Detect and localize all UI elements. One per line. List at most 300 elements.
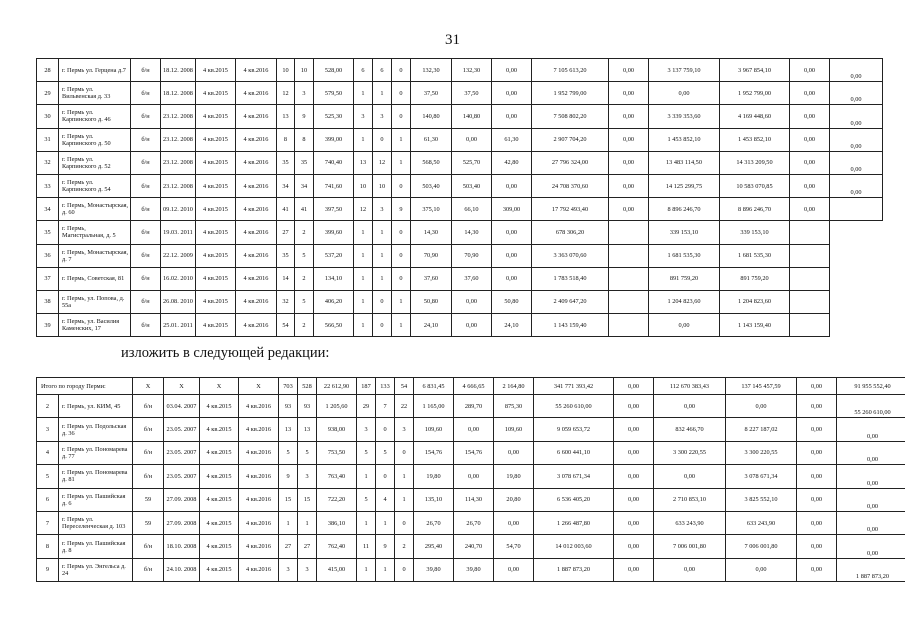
table-cell: 722,20 [317,488,357,511]
table-cell: 10 [373,174,392,197]
table-cell: 0,00 [837,465,905,488]
table-cell: г. Пермь ул. Герцена д.7 [59,59,131,82]
table-cell: 1 [373,244,392,267]
table-cell: 4 кв.2016 [239,488,279,511]
table-cell: 1 266 487,80 [534,511,614,534]
table-cell: 4 кв.2015 [200,418,239,441]
table-cell: 1 [373,267,392,290]
table-cell: 1 [392,151,411,174]
table-row [37,105,883,128]
table-cell: X [164,378,200,395]
table-cell: 0,00 [614,535,654,558]
table-cell: г. Пермь ул. Вильвенская д. 33 [59,82,131,105]
table-cell: 4 кв.2016 [239,418,279,441]
table-cell: 399,00 [314,128,354,151]
table-cell: 9 059 653,72 [534,418,614,441]
table-cell: 633 243,90 [726,511,797,534]
table-cell: 1 453 852,10 [649,128,720,151]
table-cell: 406,20 [314,290,354,313]
table-cell: 3 300 220,55 [654,441,726,464]
table-cell: 309,00 [492,198,532,221]
table-cell: 55 260 610,00 [534,395,614,418]
table-cell: 7 006 001,80 [726,535,797,558]
table-cell: 2 409 647,20 [532,290,609,313]
table-cell: 34 [295,174,314,197]
table-cell: 0,00 [492,82,532,105]
table-cell: 4 кв.2016 [236,198,277,221]
table-cell: 3 [373,198,392,221]
table-cell: 763,40 [317,465,357,488]
table-cell: б/н [131,198,161,221]
table-cell: 1 [392,314,411,337]
table-cell: 4 кв.2015 [196,128,236,151]
table-cell: г. Пермь, Монастырская, д. 60 [59,198,131,221]
table-cell: б/н [133,418,164,441]
table-cell: 23.12. 2008 [161,174,196,197]
table-cell: 36 [37,244,59,267]
table-cell: 0,00 [609,82,649,105]
table-cell: 13 483 114,50 [649,151,720,174]
table-cell: 0,00 [649,314,720,337]
table-cell: 3 339 353,60 [649,105,720,128]
table-row [37,558,905,581]
table-cell: 26,70 [454,511,494,534]
table-cell: 35 [295,151,314,174]
table-cell: г. Пермь, Монастырская, д. 7 [59,244,131,267]
table-cell: 18.10. 2008 [164,535,200,558]
table-cell: 0 [395,441,414,464]
table-cell: 9 [37,558,59,581]
table-cell: г. Пермь ул. Пономарева д. 77 [59,441,133,464]
table-cell: 528,00 [314,59,354,82]
table-cell: 0,00 [494,558,534,581]
table-cell: 341 771 393,42 [534,378,614,395]
table-cell: 1 952 799,00 [720,82,790,105]
table-cell: 34 [277,174,295,197]
table-cell: 4 кв.2016 [236,267,277,290]
table-row [37,198,883,221]
table-cell: 14 [277,267,295,290]
table-row [37,59,883,82]
table-cell: г. Пермь ул. Пономарева д. 81 [59,465,133,488]
table-cell: 503,40 [452,174,492,197]
table-cell: 0,00 [837,441,905,464]
table-cell: 1 681 535,30 [649,244,720,267]
table-row [37,221,883,244]
table-cell: 4 кв.2015 [196,267,236,290]
table-cell: 0 [392,59,411,82]
table-cell: 10 [354,174,373,197]
table-cell: 37,60 [452,267,492,290]
table-cell: 54,70 [494,535,534,558]
table-cell [790,314,830,337]
table-cell: 12 [373,151,392,174]
table-cell: 66,10 [452,198,492,221]
table-cell: 289,70 [454,395,494,418]
table-cell: 0,00 [454,418,494,441]
table-cell: 0,00 [797,441,837,464]
table-cell: 27 [277,221,295,244]
housing-table-top [36,58,883,337]
table-cell: 5 [376,441,395,464]
table-cell: 8 896 246,70 [720,198,790,221]
table-cell: 4 кв.2015 [200,441,239,464]
table-cell: 4 кв.2016 [236,82,277,105]
table-row [37,395,905,418]
table-cell: 114,30 [454,488,494,511]
table-cell: 3 300 220,55 [726,441,797,464]
table-cell [830,267,883,290]
table-cell: 579,50 [314,82,354,105]
table-cell: 3 [354,105,373,128]
table-cell: 7 508 802,20 [532,105,609,128]
table-cell: 37,50 [452,82,492,105]
table-cell: 0,00 [492,244,532,267]
table-cell: 132,30 [411,59,452,82]
table-cell: 30 [37,105,59,128]
table-cell: 14 313 209,50 [720,151,790,174]
table-cell: 4 кв.2015 [200,395,239,418]
table-cell: г. Пермь ул. Переселенческая д. 103 [59,511,133,534]
table-cell: б/н [131,314,161,337]
table-cell: 0,00 [614,378,654,395]
table-cell: 0,00 [797,511,837,534]
table-cell: 2 [295,221,314,244]
table-cell: 8 896 246,70 [649,198,720,221]
table-cell: 0,00 [452,314,492,337]
table-cell: б/н [133,465,164,488]
table-row [37,290,883,313]
table-cell: 20,80 [494,488,534,511]
table-cell: 4 кв.2015 [196,221,236,244]
table-cell: 93 [298,395,317,418]
table-cell: 0,00 [452,128,492,151]
table-cell: 4 кв.2015 [200,488,239,511]
table-cell: 1 204 823,60 [720,290,790,313]
table-cell: 6 536 405,20 [534,488,614,511]
table-cell: 13 [298,418,317,441]
table-cell: 6 [373,59,392,82]
table-cell: 19,80 [414,465,454,488]
table-cell: 134,10 [314,267,354,290]
table-cell: 0,00 [494,511,534,534]
table-cell: 13 [277,105,295,128]
table-cell: 6 600 441,10 [534,441,614,464]
table-cell: 0,00 [726,558,797,581]
table-cell: 4 кв.2016 [239,511,279,534]
table-cell: 9 [295,105,314,128]
table-cell: 0,00 [790,198,830,221]
table-cell: 1 887 873,20 [837,558,905,581]
table-cell: 1 [376,558,395,581]
table-cell: г. Пермь, Советская, 81 [59,267,131,290]
table-cell: 0,00 [830,59,883,82]
table-cell: 1 [357,558,376,581]
table-cell: 15 [298,488,317,511]
table-cell: 4 кв.2015 [200,535,239,558]
page-number: 31 [445,32,460,48]
table-cell: 93 [279,395,298,418]
table-cell: б/н [133,395,164,418]
table-cell [830,198,883,221]
table-cell: 23.05. 2007 [164,418,200,441]
table-cell: 0 [392,105,411,128]
table-cell: 339 153,10 [720,221,790,244]
table-cell: 0,00 [830,174,883,197]
table-cell: 0,00 [797,558,837,581]
table-cell: 295,40 [414,535,454,558]
table-cell: 8 227 187,02 [726,418,797,441]
table-cell: б/н [131,82,161,105]
table-cell: г. Пермь ул. Карпинского д. 54 [59,174,131,197]
table-cell: 8 [295,128,314,151]
table-cell: 4 кв.2015 [200,465,239,488]
table-cell: 5 [357,488,376,511]
table-cell: 154,76 [454,441,494,464]
table-cell: 41 [295,198,314,221]
table-cell: 386,10 [317,511,357,534]
table-cell: г. Пермь ул. Подольская д. 36 [59,418,133,441]
table-cell: 0,00 [790,105,830,128]
table-cell: 0 [392,174,411,197]
table-cell: 566,50 [314,314,354,337]
table-cell: 7 006 001,80 [654,535,726,558]
table-cell: 0,00 [492,267,532,290]
table-cell: 4 кв.2016 [239,465,279,488]
table-cell: 39 [37,314,59,337]
table-cell: 0,00 [609,105,649,128]
table-cell [609,221,649,244]
table-cell: 3 078 671,34 [726,465,797,488]
table-cell: б/н [133,535,164,558]
table-cell: б/н [131,290,161,313]
table-cell: 5 [357,441,376,464]
table-cell: 1 165,00 [414,395,454,418]
table-cell: 0,00 [797,488,837,511]
table-cell [790,221,830,244]
table-cell: 0,00 [454,465,494,488]
table-cell: 2 710 853,10 [654,488,726,511]
table-cell: 24,10 [411,314,452,337]
table-cell: 55 260 610,00 [837,395,905,418]
table-cell: 59 [133,511,164,534]
table-cell: 35 [277,244,295,267]
table-cell: 0,00 [492,174,532,197]
table-cell: 18.12. 2008 [161,82,196,105]
table-cell: 39,80 [454,558,494,581]
table-cell: 27 [298,535,317,558]
table-cell: 4 кв.2015 [196,198,236,221]
table-cell: 27 796 324,00 [532,151,609,174]
table-cell: 375,10 [411,198,452,221]
table-cell: 4 кв.2015 [196,151,236,174]
table-cell: б/н [131,267,161,290]
table-cell: 13 [354,151,373,174]
table-cell: 0,00 [797,395,837,418]
table-cell: 0 [373,314,392,337]
table-cell: 0,00 [609,174,649,197]
table-cell: 0,00 [609,128,649,151]
table-cell: 3 [373,105,392,128]
table-cell: 32 [37,151,59,174]
table-cell: 0,00 [614,558,654,581]
table-cell [830,221,883,244]
table-cell: 1 [279,511,298,534]
table-cell: 3 363 070,60 [532,244,609,267]
table-cell: 26,70 [414,511,454,534]
table-cell: 0,00 [790,82,830,105]
table-cell: 1 143 159,40 [720,314,790,337]
table-row [37,128,883,151]
table-cell: 525,70 [452,151,492,174]
table-cell: 0,00 [726,395,797,418]
table-cell: 0,00 [837,511,905,534]
table-cell: 4 кв.2016 [236,314,277,337]
table-row [37,82,883,105]
table-cell: 0 [395,511,414,534]
table-cell: г. Пермь, ул. Василия Каменских, 17 [59,314,131,337]
table-cell: 832 466,70 [654,418,726,441]
table-cell: 6 [37,488,59,511]
table-cell: б/н [133,558,164,581]
table-cell: б/н [131,105,161,128]
table-cell: 0,00 [797,378,837,395]
table-cell: 415,00 [317,558,357,581]
table-cell: 0,00 [609,151,649,174]
table-cell: 4 кв.2015 [200,558,239,581]
table-cell: 14,30 [411,221,452,244]
table-cell: 3 825 552,10 [726,488,797,511]
table-cell: 1 [354,290,373,313]
table-cell: 740,40 [314,151,354,174]
table-cell: 4 кв.2016 [236,221,277,244]
table-cell: 3 [395,418,414,441]
table-cell: 09.12. 2010 [161,198,196,221]
table-cell: 4 кв.2016 [236,128,277,151]
table-cell: 3 [298,558,317,581]
table-cell: 32 [277,290,295,313]
table-row [37,535,905,558]
table-cell: 23.05. 2007 [164,441,200,464]
table-cell: 1 143 159,40 [532,314,609,337]
table-cell [830,290,883,313]
table-cell: б/н [131,174,161,197]
table-cell: 0 [392,244,411,267]
table-cell: 1 [373,82,392,105]
table-cell: 31 [37,128,59,151]
table-cell: 34 [37,198,59,221]
table-cell: 59 [133,488,164,511]
table-cell: 0,00 [830,151,883,174]
table-cell: 109,60 [414,418,454,441]
table-cell: 61,30 [492,128,532,151]
table-cell: 1 [392,128,411,151]
table-cell: г. Пермь ул. Карпинского д. 50 [59,128,131,151]
table-cell: 140,80 [452,105,492,128]
table-cell: 27 [279,535,298,558]
table-cell: 0,00 [492,221,532,244]
table-cell: б/н [133,441,164,464]
table-cell: 24 708 370,60 [532,174,609,197]
table-cell: 22 [395,395,414,418]
table-cell: 12 [277,82,295,105]
table-cell: 4 кв.2015 [200,511,239,534]
table-cell: 24.10. 2008 [164,558,200,581]
table-cell: 762,40 [317,535,357,558]
table-cell: 24,10 [492,314,532,337]
table-cell: 0,00 [790,174,830,197]
table-cell: 1 [354,267,373,290]
table-cell: 1 [354,221,373,244]
table-cell: 9 [376,535,395,558]
table-cell: 54 [395,378,414,395]
table-cell: 0,00 [830,105,883,128]
table-cell: 678 306,20 [532,221,609,244]
table-cell: б/н [131,151,161,174]
table-cell: 2 [395,535,414,558]
table-cell: 109,60 [494,418,534,441]
table-cell: 4 кв.2016 [236,174,277,197]
table-cell: 4 кв.2016 [236,105,277,128]
table-cell: г. Пермь, ул. КИМ, 45 [59,395,133,418]
table-cell [609,314,649,337]
table-cell: 112 670 383,43 [654,378,726,395]
table-cell: 17 792 493,40 [532,198,609,221]
table-cell: 0,00 [614,488,654,511]
table-cell: 0,00 [797,465,837,488]
table-cell: 633 243,90 [654,511,726,534]
table-cell: 4 кв.2015 [196,174,236,197]
table-cell: 0,00 [654,465,726,488]
table-cell: 4 кв.2016 [239,395,279,418]
table-cell: 38 [37,290,59,313]
table-cell: 0,00 [614,441,654,464]
table-cell: 525,30 [314,105,354,128]
table-row [37,488,905,511]
table-cell: 0 [392,267,411,290]
table-cell: 0,00 [654,558,726,581]
table-cell: 0,00 [830,82,883,105]
table-cell: 1 [373,221,392,244]
table-cell: 0,00 [492,105,532,128]
table-cell: 22.12. 2009 [161,244,196,267]
table-cell: 4 [376,488,395,511]
table-cell: 0,00 [609,198,649,221]
table-cell: 23.05. 2007 [164,465,200,488]
table-cell: 1 [357,465,376,488]
table-cell: 23.12. 2008 [161,105,196,128]
table-cell: 0,00 [837,488,905,511]
table-cell: 10 [277,59,295,82]
table-cell: 4 кв.2015 [196,82,236,105]
table-cell: 3 967 854,10 [720,59,790,82]
table-cell: 9 [392,198,411,221]
table-cell: 1 [357,511,376,534]
table-cell: 703 [279,378,298,395]
section-heading: изложить в следующей редакции: [121,345,330,361]
table-cell: 1 453 852,10 [720,128,790,151]
table-cell: 29 [37,82,59,105]
table-cell: 1 [395,488,414,511]
table-cell: 187 [357,378,376,395]
table-cell: 37,50 [411,82,452,105]
table-cell: 23.12. 2008 [161,151,196,174]
table-cell: 528 [298,378,317,395]
table-cell: 1 [395,465,414,488]
table-row [37,314,883,337]
table-cell: 50,80 [492,290,532,313]
table-cell: 70,90 [452,244,492,267]
